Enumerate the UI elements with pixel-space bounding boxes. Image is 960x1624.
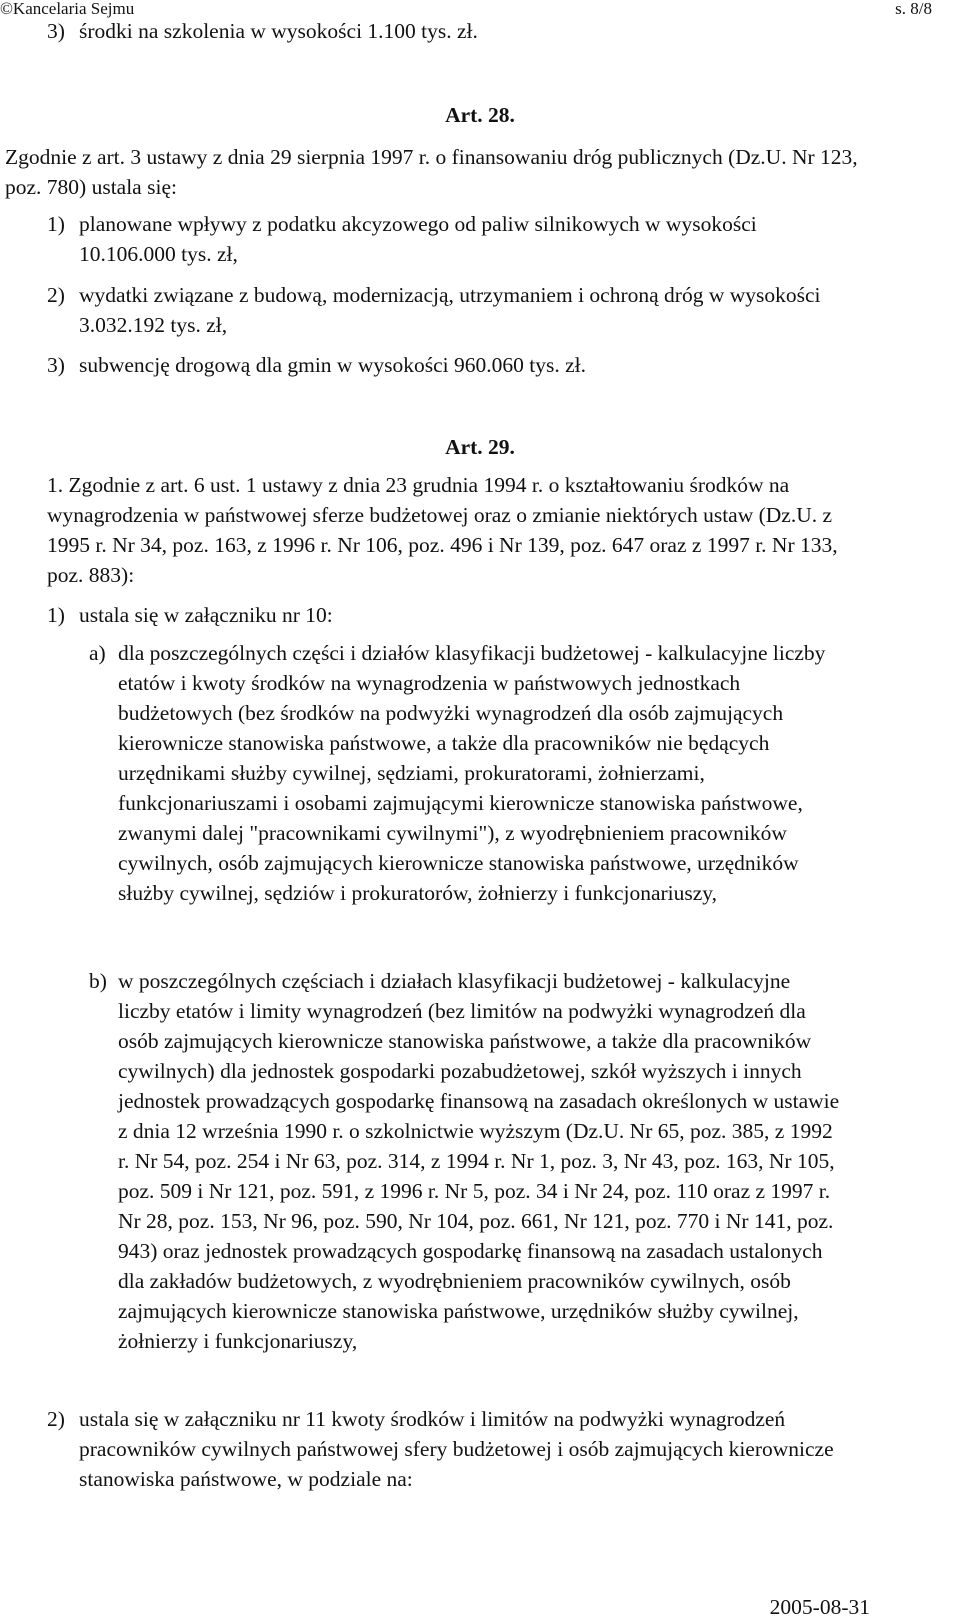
article-heading-28: Art. 28.	[445, 103, 515, 127]
sub-item-b-text: w poszczególnych częściach i działach klasyfikacji budżetowej - kalkulacyjne liczby etatów i limity wynagrodzeń (bez limitów na podwyżki wynagrodzeń dla osób zajmujących kierownicze stanowiska państwowe, a także dla pracowników cywilnych) dla jednostek gospodarki pozabudżetowej, szkół wyższych i innych jednostek prowadzących gospodarkę finansową na zasadach określonych w ustawie z dnia 12 września 1990 r. o szkolnictwie wyższym (Dz.U. Nr 65, poz. 385, z 1992 r. Nr 54, poz. 254 i Nr 63, poz. 314, z 1994 r. Nr 1, poz. 3, Nr 43, poz. 163, Nr 105, poz. 509 i Nr 121, poz. 591, z 1996 r. Nr 5, poz. 34 i Nr 24, poz. 110 oraz z 1997 r. Nr 28, poz. 153, Nr 96, poz. 590, Nr 104, poz. 661, Nr 121, poz. 770 i Nr 141, poz. 943) oraz jednostek prowadzących gospodarkę finansową na zasadach ustalonych dla zakładów budżetowych, z wyodrębnieniem pracowników cywilnych, osób zajmujących kierownicze stanowiska państwowe, urzędników służby cywilnej, żołnierzy i funkcjonariuszy,	[118, 969, 840, 1353]
article-28-intro: Zgodnie z art. 3 ustawy z dnia 29 sierpnia 1997 r. o finansowaniu dróg publicznych (Dz.U. Nr 123, poz. 780) ustala się:	[5, 145, 858, 199]
list-letter: a)	[89, 641, 106, 665]
article-heading-29: Art. 29.	[445, 435, 515, 459]
list-item-text: planowane wpływy z podatku akcyzowego od paliw silnikowych w wysokości 10.106.000 tys. zł,	[79, 212, 757, 266]
list-item-text: środki na szkolenia w wysokości 1.100 tys. zł.	[79, 19, 478, 43]
list-number: 3)	[47, 353, 65, 377]
page-number: s. 8/8	[895, 0, 932, 18]
list-number: 1)	[47, 212, 65, 236]
copyright-label: ©Kancelaria Sejmu	[0, 0, 135, 18]
list-item-text: wydatki związane z budową, modernizacją, utrzymaniem i ochroną dróg w wysokości 3.032.192 tys. zł,	[79, 283, 821, 337]
sub-item-a-text: dla poszczególnych części i działów klasyfikacji budżetowej - kalkulacyjne liczby etatów i kwoty środków na wynagrodzenia w państwowych jednostkach budżetowych (bez środków na podwyżki wynagrodzeń dla osób zajmujących kierownicze stanowiska państwowe, a także dla pracowników nie będących urzędnikami służby cywilnej, sędziami, prokuratorami, żołnierzami, funkcjonariuszami i osobami zajmującymi kierownicze stanowiska państwowe, zwanymi dalej "pracownikami cywilnymi"), z wyodrębnieniem pracowników cywilnych, osób zajmujących kierownicze stanowiska państwowe, urzędników służby cywilnej, sędziów i prokuratorów, żołnierzy i funkcjonariuszy,	[118, 641, 826, 905]
footer-date: 2005-08-31	[769, 1595, 870, 1619]
list-letter: b)	[89, 969, 107, 993]
list-number: 2)	[47, 283, 65, 307]
article-29-paragraph-1: 1. Zgodnie z art. 6 ust. 1 ustawy z dnia 23 grudnia 1994 r. o kształtowaniu środków na wynagrodzenia w państwowej sferze budżetowej oraz o zmianie niektórych ustaw (Dz.U. z 1995 r. Nr 34, poz. 163, z 1996 r. Nr 106, poz. 496 i Nr 139, poz. 647 oraz z 1997 r. Nr 133, poz. 883):	[47, 473, 838, 587]
list-item-text: ustala się w załączniku nr 10:	[79, 603, 333, 627]
list-item-text: subwencję drogową dla gmin w wysokości 960.060 tys. zł.	[79, 353, 586, 377]
list-number: 2)	[47, 1407, 65, 1431]
list-number: 3)	[47, 19, 65, 43]
list-item-text: ustala się w załączniku nr 11 kwoty środków i limitów na podwyżki wynagrodzeń pracowników cywilnych państwowej sfery budżetowej i osób zajmujących kierownicze stanowiska państwowe, w podziale na:	[79, 1407, 834, 1491]
list-number: 1)	[47, 603, 65, 627]
